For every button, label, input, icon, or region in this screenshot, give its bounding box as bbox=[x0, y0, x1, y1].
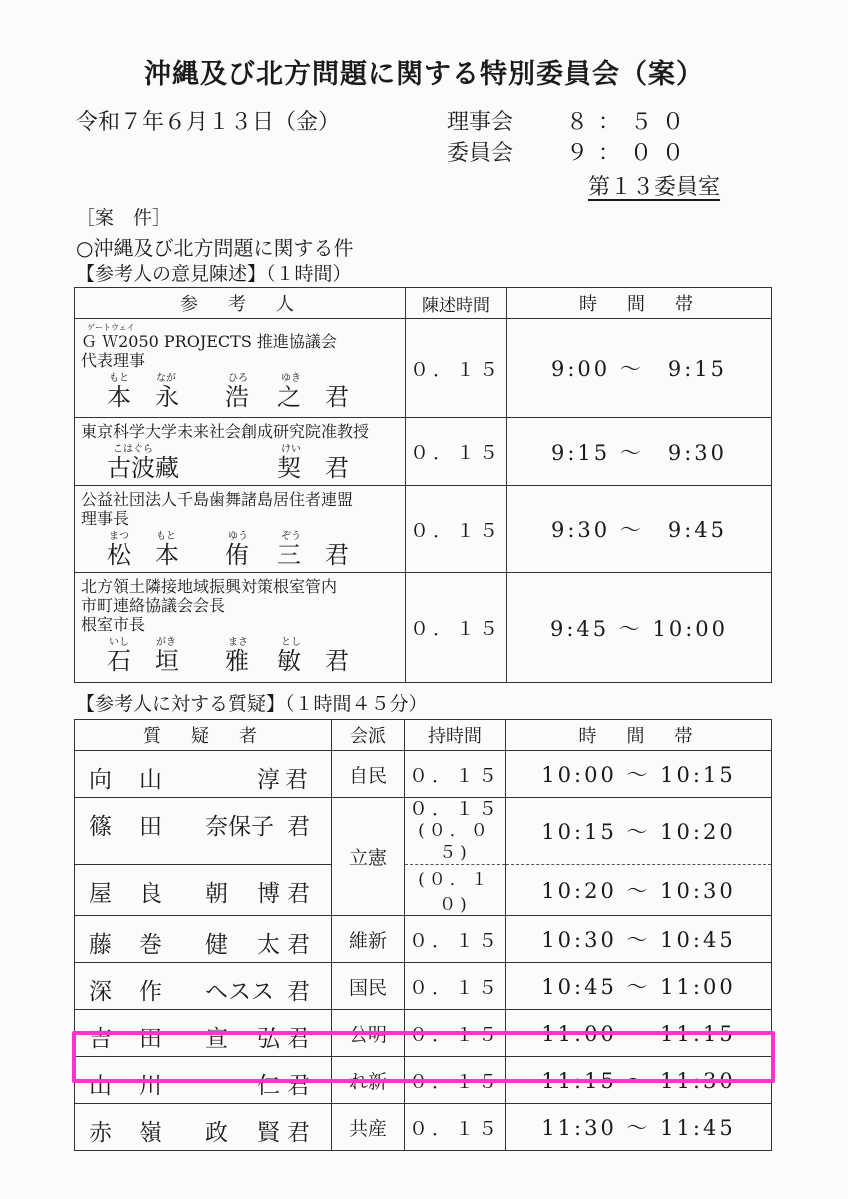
name-char: 嶺 bbox=[139, 1120, 162, 1146]
name-char: 朝 bbox=[205, 881, 228, 907]
questioner-name bbox=[75, 798, 332, 865]
questioner-party: 共産 bbox=[332, 1104, 405, 1151]
name-char: 政 bbox=[205, 1120, 228, 1146]
highlight-box bbox=[72, 1031, 775, 1083]
schedule-time-board: ８：５０ bbox=[566, 110, 695, 135]
questioner-timeslot: 11:30 ～ 11:45 bbox=[506, 1104, 772, 1151]
schedule-label-board: 理事会 bbox=[447, 110, 514, 135]
ruby-text: こはぐら bbox=[113, 444, 153, 455]
questioner-timeslot: 10:00 ～ 10:15 bbox=[506, 751, 772, 798]
name-char: 君 bbox=[287, 1120, 310, 1146]
name-char: 雅 bbox=[225, 647, 249, 675]
name-char: 君 bbox=[287, 932, 310, 958]
witness-duration: ０．１５ bbox=[406, 418, 507, 486]
name-char: 三 bbox=[277, 541, 301, 569]
name-char: 淳 bbox=[257, 767, 280, 793]
name-char: 垣 bbox=[155, 647, 179, 675]
header-duration: 陳述時間 bbox=[406, 288, 507, 319]
ruby-text: ゆう bbox=[228, 531, 248, 542]
ruby-text: まつ bbox=[109, 531, 129, 542]
ruby-text: がき bbox=[156, 637, 176, 648]
name-char: 賢 bbox=[257, 1120, 280, 1146]
questioner-duration: ０．１５ bbox=[405, 1010, 506, 1057]
duration-sub: (０．０５) bbox=[418, 821, 492, 863]
name-char: 君 bbox=[287, 814, 310, 840]
witness-name bbox=[81, 455, 399, 481]
table-row bbox=[75, 418, 772, 486]
name-char: 赤 bbox=[89, 1120, 112, 1146]
witness-timeslot: 9:15 ～ 9:30 bbox=[507, 418, 772, 486]
header-timeslot: 時 間 帯 bbox=[506, 720, 772, 751]
duration-main: ０．１５ bbox=[408, 798, 501, 820]
agenda-item: ○沖縄及び北方問題に関する件 bbox=[76, 236, 354, 260]
table-row bbox=[75, 319, 772, 418]
witness-cell bbox=[75, 486, 406, 573]
name-char: 宣 bbox=[205, 1026, 228, 1052]
questioner-party: 維新 bbox=[332, 916, 405, 963]
name-char: 田 bbox=[139, 814, 162, 840]
header-questioner: 質 疑 者 bbox=[75, 720, 332, 751]
questioner-duration: (０．１０) bbox=[405, 865, 506, 916]
name-char: 侑 bbox=[225, 541, 249, 569]
ruby-text: けい bbox=[281, 444, 301, 455]
header-duration: 持時間 bbox=[405, 720, 506, 751]
name-char: 君 bbox=[325, 647, 349, 675]
name-char: 之 bbox=[277, 383, 301, 411]
name-char: 石 bbox=[107, 647, 131, 675]
agenda-heading: ［案 件］ bbox=[76, 207, 172, 229]
questioner-timeslot: 10:15 ～ 10:20 bbox=[506, 798, 772, 865]
name-char: 本 bbox=[155, 541, 179, 569]
witness-name bbox=[81, 648, 399, 674]
witness-affiliation: Ｇ Ｗ2050 PROJECTS 推進協議会 bbox=[81, 332, 337, 351]
name-char: 契 bbox=[277, 454, 301, 482]
ruby-text: いし bbox=[109, 637, 129, 648]
questioner-timeslot: 10:45 ～ 11:00 bbox=[506, 963, 772, 1010]
table-row bbox=[75, 865, 772, 916]
name-char: 川 bbox=[139, 1073, 162, 1099]
ruby-text: ゆき bbox=[281, 373, 301, 384]
questioner-name bbox=[75, 1104, 332, 1151]
witness-duration: ０．１５ bbox=[406, 573, 507, 683]
name-char: 篠 bbox=[89, 814, 112, 840]
meeting-date: 令和７年６月１３日（金） bbox=[76, 110, 341, 135]
ruby-text: もと bbox=[156, 531, 176, 542]
name-char: 君 bbox=[287, 1026, 310, 1052]
questioner-party: 自民 bbox=[332, 751, 405, 798]
name-char: 仁 bbox=[257, 1073, 280, 1099]
questioner-duration: ０．１５ bbox=[405, 751, 506, 798]
witness-affiliation: 代表理事 bbox=[81, 351, 146, 370]
ruby-gateway: ゲートウェイ bbox=[87, 323, 135, 332]
header-timeslot: 時 間 帯 bbox=[507, 288, 772, 319]
name-char: 君 bbox=[325, 541, 349, 569]
witness-duration: ０．１５ bbox=[406, 319, 507, 418]
witness-duration: ０．１５ bbox=[406, 486, 507, 573]
questioner-table bbox=[74, 719, 772, 1151]
table-row bbox=[75, 486, 772, 573]
questioner-party: れ新 bbox=[332, 1057, 405, 1104]
ruby-text: ひろ bbox=[228, 373, 248, 384]
questioner-duration: ０．１５ bbox=[405, 1057, 506, 1104]
name-char: 君 bbox=[287, 979, 310, 1005]
name-char: 吉 bbox=[89, 1026, 112, 1052]
name-char: 君 bbox=[325, 383, 349, 411]
name-char: 古波藏 bbox=[107, 454, 179, 482]
name-char: 君 bbox=[287, 1073, 310, 1099]
name-char: 作 bbox=[139, 979, 162, 1005]
questioner-timeslot: 11:15 ～ 11:30 bbox=[506, 1057, 772, 1104]
name-char: 松 bbox=[107, 541, 131, 569]
witness-affiliation: 東京科学大学未来社会創成研究院准教授 bbox=[81, 422, 370, 441]
name-char: 良 bbox=[139, 881, 162, 907]
name-char: 屋 bbox=[89, 881, 112, 907]
name-char: 博 bbox=[257, 881, 280, 907]
name-char: 健 bbox=[205, 932, 228, 958]
name-char: 田 bbox=[139, 1026, 162, 1052]
witness-cell bbox=[75, 319, 406, 418]
name-char: 山 bbox=[139, 767, 162, 793]
witness-affiliation: 北方領土隣接地域振興対策根室管内 bbox=[81, 577, 338, 596]
ruby-text: なが bbox=[156, 373, 176, 384]
questioner-party: 立憲 bbox=[332, 798, 405, 916]
name-char: 浩 bbox=[225, 383, 249, 411]
name-char: 君 bbox=[287, 881, 310, 907]
name-char: 太 bbox=[257, 932, 280, 958]
witness-table-header bbox=[75, 288, 772, 319]
name-char: ヘスス bbox=[205, 979, 274, 1005]
witness-cell bbox=[75, 573, 406, 683]
name-char: 巻 bbox=[139, 932, 162, 958]
witness-affiliation: 根室市長 bbox=[81, 615, 146, 634]
witness-name bbox=[81, 542, 399, 568]
witness-affiliation: 市町連絡協議会会長 bbox=[81, 596, 226, 615]
questioner-party: 公明 bbox=[332, 1010, 405, 1057]
questioner-table-header bbox=[75, 720, 772, 751]
header-party: 会派 bbox=[332, 720, 405, 751]
witness-affiliation: 公益社団法人千島歯舞諸島居住者連盟 bbox=[81, 490, 354, 509]
name-char: 君 bbox=[285, 767, 308, 793]
ruby-text: ぞう bbox=[281, 531, 301, 542]
questioner-duration: ０．１５ bbox=[405, 963, 506, 1010]
name-char: 永 bbox=[155, 383, 179, 411]
table-row bbox=[75, 916, 772, 963]
witness-name bbox=[81, 384, 399, 410]
name-char: 深 bbox=[89, 979, 112, 1005]
questioner-duration bbox=[405, 798, 506, 865]
name-char: 奈保子 bbox=[205, 814, 274, 840]
meeting-room: 第１３委員室 bbox=[588, 175, 721, 200]
document-title: 沖縄及び北方問題に関する特別委員会（案） bbox=[144, 59, 704, 90]
questioner-duration: ０．１５ bbox=[405, 1104, 506, 1151]
witness-timeslot: 9:00 ～ 9:15 bbox=[507, 319, 772, 418]
schedule-time-committee: ９：００ bbox=[566, 141, 695, 166]
ruby-text: もと bbox=[109, 373, 129, 384]
table-row bbox=[75, 1104, 772, 1151]
questioner-timeslot: 11:00 ～ 11:15 bbox=[506, 1010, 772, 1057]
table-row bbox=[75, 963, 772, 1010]
name-char: 敏 bbox=[277, 647, 301, 675]
section2-heading: 【参考人に対する質疑】（１時間４５分） bbox=[76, 693, 428, 715]
table-row bbox=[75, 751, 772, 798]
schedule-label-committee: 委員会 bbox=[447, 141, 514, 166]
witness-table bbox=[74, 287, 772, 683]
witness-affiliation: 理事長 bbox=[81, 509, 130, 528]
name-char: 弘 bbox=[257, 1026, 280, 1052]
name-char: 藤 bbox=[89, 932, 112, 958]
questioner-name bbox=[75, 963, 332, 1010]
name-char: 向 bbox=[89, 767, 112, 793]
questioner-party: 国民 bbox=[332, 963, 405, 1010]
header-witness: 参 考 人 bbox=[75, 288, 406, 319]
questioner-name bbox=[75, 916, 332, 963]
ruby-text: とし bbox=[281, 637, 301, 648]
questioner-timeslot: 10:30 ～ 10:45 bbox=[506, 916, 772, 963]
witness-timeslot: 9:30 ～ 9:45 bbox=[507, 486, 772, 573]
witness-timeslot: 9:45 ～ 10:00 bbox=[507, 573, 772, 683]
table-row bbox=[75, 798, 772, 865]
name-char: 本 bbox=[107, 383, 131, 411]
questioner-duration: ０．１５ bbox=[405, 916, 506, 963]
name-char: 君 bbox=[325, 454, 349, 482]
table-row bbox=[75, 573, 772, 683]
ruby-text: まさ bbox=[228, 637, 248, 648]
questioner-name bbox=[75, 865, 332, 916]
questioner-name bbox=[75, 751, 332, 798]
name-char: 山 bbox=[89, 1073, 112, 1099]
questioner-timeslot: 10:20 ～ 10:30 bbox=[506, 865, 772, 916]
witness-cell bbox=[75, 418, 406, 486]
section1-heading: 【参考人の意見陳述】（１時間） bbox=[76, 263, 352, 285]
